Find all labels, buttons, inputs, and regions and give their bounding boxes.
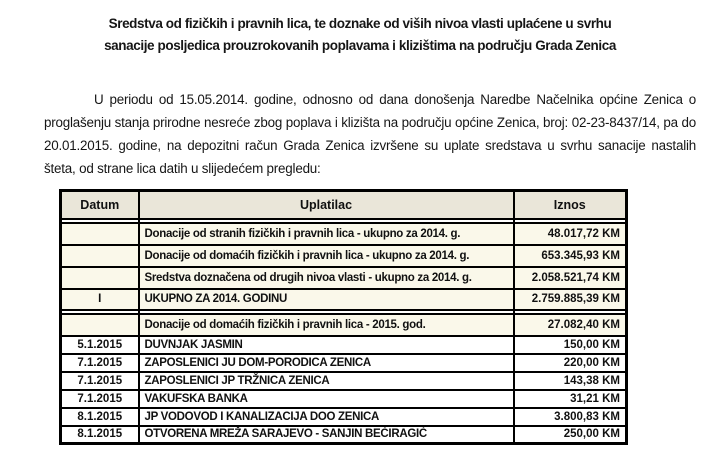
- row-amount-cell: 31,21 KM: [514, 390, 627, 408]
- row-amount-cell: 143,38 KM: [514, 372, 627, 390]
- row-amount-cell: 2.759.885,39 KM: [514, 289, 627, 310]
- row-amount-cell: 48.017,72 KM: [514, 223, 627, 245]
- row-payer-cell: ZAPOSLENICI JU DOM-PORODICA ZENICA: [139, 354, 514, 372]
- column-header-datum: Datum: [61, 191, 139, 219]
- column-header-uplatilac: Uplatilac: [139, 191, 514, 219]
- row-date-cell: [61, 267, 139, 289]
- table-row: [61, 223, 627, 245]
- table-row: [61, 372, 627, 390]
- row-payer-cell: UKUPNO ZA 2014. GODINU: [139, 289, 514, 310]
- row-payer-cell: Donacije od stranih fizičkih i pravnih lica - ukupno za 2014. g.: [139, 223, 514, 245]
- row-payer-cell: Donacije od domaćih fizičkih i pravnih lica - 2015. god.: [139, 314, 514, 336]
- table-row: [61, 390, 627, 408]
- row-date-cell: 5.1.2015: [61, 336, 139, 354]
- column-header-iznos: Iznos: [514, 191, 627, 219]
- row-amount-cell: 220,00 KM: [514, 354, 627, 372]
- row-payer-cell: VAKUFSKA BANKA: [139, 390, 514, 408]
- row-amount-cell: 250,00 KM: [514, 426, 627, 444]
- row-date-cell: [61, 223, 139, 245]
- table-row: [61, 289, 627, 310]
- payments-table: [59, 189, 628, 445]
- row-amount-cell: 653.345,93 KM: [514, 245, 627, 267]
- document-title: [0, 13, 720, 57]
- table-row: [61, 354, 627, 372]
- row-payer-cell: JP VODOVOD I KANALIZACIJA DOO ZENICA: [139, 408, 514, 426]
- row-amount-cell: 27.082,40 KM: [514, 314, 627, 336]
- table-row: [61, 336, 627, 354]
- document-title-line-1: Sredstva od fizičkih i pravnih lica, te doznake od viših nivoa vlasti uplaćene u svrhu: [108, 16, 612, 31]
- row-date-cell: 7.1.2015: [61, 390, 139, 408]
- row-date-cell: [61, 245, 139, 267]
- table-row: [61, 314, 627, 336]
- row-amount-cell: 2.058.521,74 KM: [514, 267, 627, 289]
- row-date-cell: I: [61, 289, 139, 310]
- table-row: [61, 245, 627, 267]
- row-payer-cell: Sredstva doznačena od drugih nivoa vlasti - ukupno za 2014. g.: [139, 267, 514, 289]
- row-amount-cell: 150,00 KM: [514, 336, 627, 354]
- row-payer-cell: ZAPOSLENICI JP TRŽNICA ZENICA: [139, 372, 514, 390]
- row-amount-cell: 3.800,83 KM: [514, 408, 627, 426]
- table-header-row: [61, 191, 627, 219]
- table-row: [61, 267, 627, 289]
- table-row: [61, 426, 627, 444]
- row-payer-cell: OTVORENA MREŽA SARAJEVO - SANJIN BEĆIRAGIĆ: [139, 426, 514, 444]
- table-row: [61, 408, 627, 426]
- row-date-cell: [61, 314, 139, 336]
- row-payer-cell: Donacije od domaćih fizičkih i pravnih lica - ukupno za 2014. g.: [139, 245, 514, 267]
- row-payer-cell: DUVNJAK JASMIN: [139, 336, 514, 354]
- row-date-cell: 8.1.2015: [61, 408, 139, 426]
- row-date-cell: 8.1.2015: [61, 426, 139, 444]
- document-title-line-2: sanacije posljedica prouzrokovanih poplavama i klizištima na području Grada Zenica: [104, 38, 616, 53]
- row-date-cell: 7.1.2015: [61, 354, 139, 372]
- row-date-cell: 7.1.2015: [61, 372, 139, 390]
- intro-paragraph: U periodu od 15.05.2014. godine, odnosno od dana donošenja Naredbe Načelnika općine Zenica o proglašenju stanja prirodne nesreće zbog poplava i klizišta na području općine Zenica, broj: 02-23-8437/14, pa do 20.01.2015. godine, na depozitni račun Grada Zenica izvršene su uplate sredstava u svrhu sanacije nastalih šteta, od strane lica datih u slijedećem pregledu:: [44, 92, 696, 176]
